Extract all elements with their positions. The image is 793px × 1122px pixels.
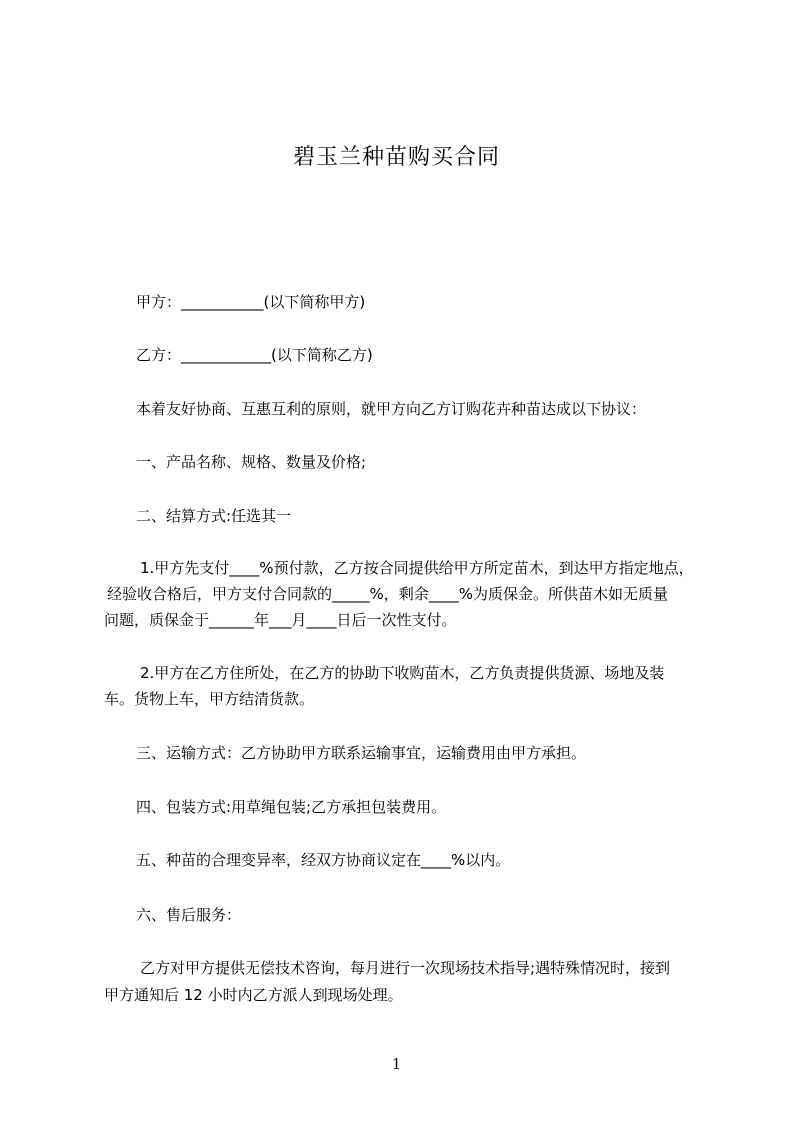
payment-option-1-line-1: 1.甲方先支付____%预付款，乙方按合同提供给甲方所定苗木，到达甲方指定地点， xyxy=(140,559,694,577)
service-line-2: 甲方通知后 12 小时内乙方派人到现场处理。 xyxy=(104,986,403,1004)
section-2-heading: 二、结算方式:任选其一 xyxy=(136,507,292,525)
section-4-packaging: 四、包装方式:用草绳包装;乙方承担包装费用。 xyxy=(136,798,447,816)
document-title: 碧玉兰种苗购买合同 xyxy=(292,145,500,170)
party-a-line: 甲方：___________(以下简称甲方) xyxy=(136,293,366,311)
payment-option-1-line-3: 问题，质保金于______年___月____日后一次性支付。 xyxy=(104,611,457,629)
section-3-transport: 三、运输方式：乙方协助甲方联系运输事宜，运输费用由甲方承担。 xyxy=(136,744,587,762)
section-5-variation-rate: 五、种苗的合理变异率，经双方协商议定在____%以内。 xyxy=(136,851,511,869)
payment-option-2-line-1: 2.甲方在乙方住所处，在乙方的协助下收购苗木，乙方负责提供货源、场地及装 xyxy=(140,664,665,682)
party-b-line: 乙方：____________(以下简称乙方) xyxy=(136,346,373,364)
section-6-heading: 六、售后服务： xyxy=(136,906,242,924)
service-line-1: 乙方对甲方提供无偿技术咨询，每月进行一次现场技术指导;遇特殊情况时，接到 xyxy=(140,959,671,977)
payment-option-2-line-2: 车。货物上车，甲方结清货款。 xyxy=(104,690,315,708)
intro-paragraph: 本着友好协商、互惠互利的原则，就甲方向乙方订购花卉种苗达成以下协议： xyxy=(136,400,647,418)
payment-option-1-line-2: 经验收合格后，甲方支付合同款的_____%，剩余____%为质保金。所供苗木如无质量 xyxy=(107,585,669,603)
section-1-heading: 一、产品名称、规格、数量及价格; xyxy=(136,453,367,471)
page-number: 1 xyxy=(391,1055,402,1073)
